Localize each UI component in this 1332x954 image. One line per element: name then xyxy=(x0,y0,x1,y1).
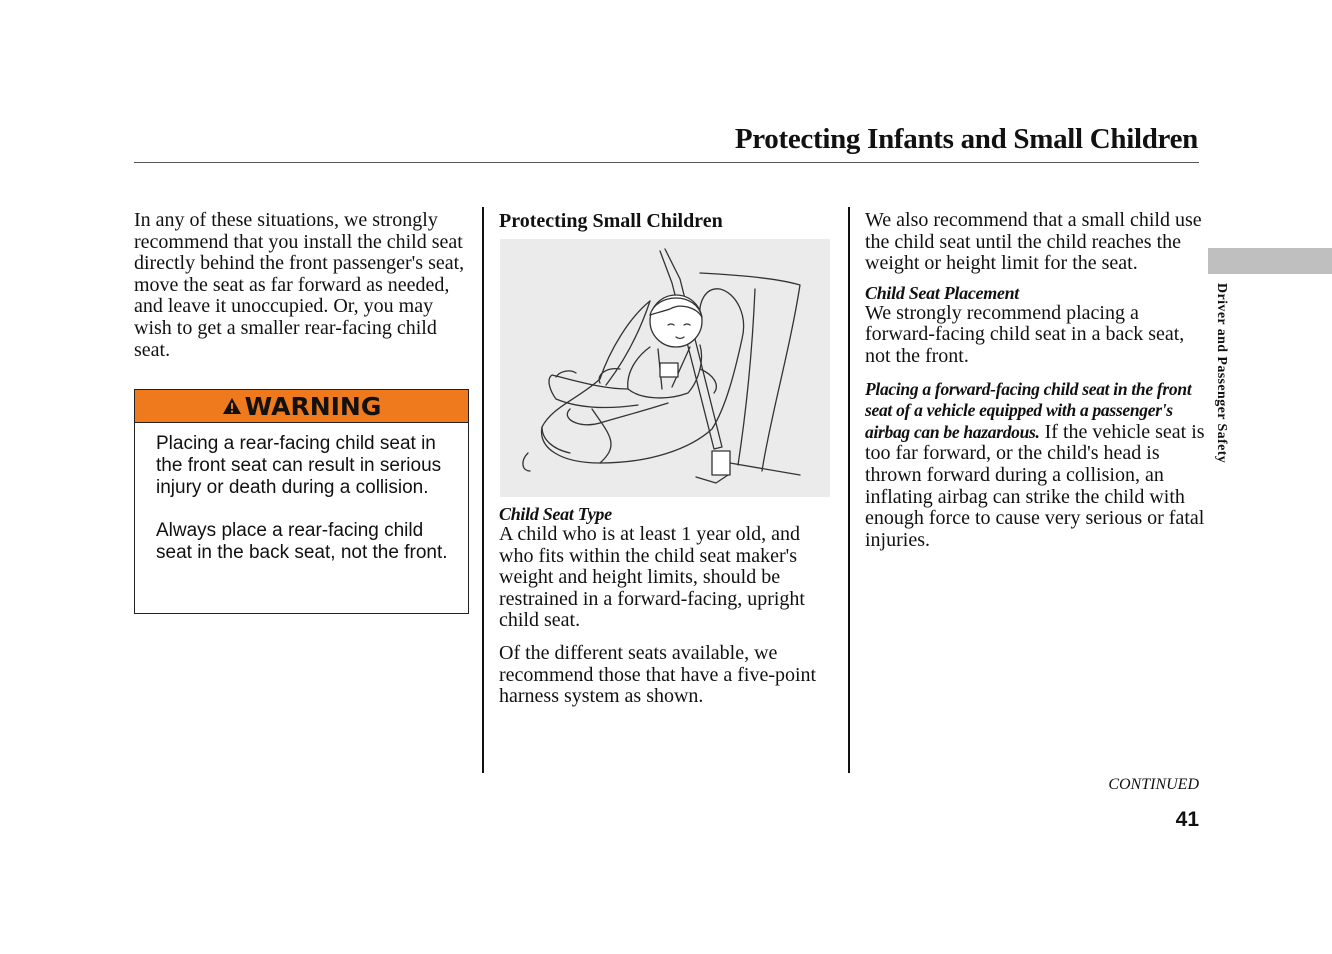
child-seat-illustration xyxy=(500,239,830,497)
hazard-text: If the vehicle seat is too far forward, or the child's head is thrown forward during a collision, an inflating airbag can strike the child with enough force to cause very serious or fatal injuries. xyxy=(865,420,1205,551)
intro-paragraph: In any of these situations, we strongly recommend that you install the child seat directly behind the front passenger's seat, move the seat as far forward as needed, and leave it unoccupied. Or, you may wish to get a smaller rear-facing child seat. xyxy=(134,209,465,361)
child-seat-type-section xyxy=(499,504,835,708)
section-label: Driver and Passenger Safety xyxy=(1214,283,1229,464)
warning-label: WARNING xyxy=(244,391,382,421)
section-heading: Protecting Small Children xyxy=(499,210,723,232)
hazard-paragraph xyxy=(865,379,1205,552)
child-in-seat-drawing xyxy=(500,239,830,497)
warning-text-1: Placing a rear-facing child seat in the front seat can result in serious injury or death during a collision. xyxy=(156,433,442,498)
continued-label: CONTINUED xyxy=(1108,776,1199,793)
column-divider-1 xyxy=(482,207,484,773)
hazard-lead: Placing a forward-facing child seat in the front seat of a vehicle equipped with a passenger's airbag can be hazardous. xyxy=(865,378,1192,442)
child-seat-type-paragraph-2: Of the different seats available, we recommend those that have a five-point harness system as shown. xyxy=(499,641,817,708)
column-divider-2 xyxy=(848,207,850,773)
column-1 xyxy=(134,210,470,361)
column-3 xyxy=(865,210,1205,551)
recommend-paragraph: We also recommend that a small child use the child seat until the child reaches the weight or height limit for the seat. xyxy=(865,209,1202,275)
section-tab xyxy=(1208,248,1332,274)
child-seat-type-heading: Child Seat Type xyxy=(499,504,612,524)
page-number: 41 xyxy=(1175,808,1199,831)
warning-body xyxy=(135,423,468,564)
warning-triangle-icon xyxy=(222,396,242,416)
warning-text-2: Always place a rear-facing child seat in the back seat, not the front. xyxy=(156,520,448,563)
column-2 xyxy=(499,210,835,232)
child-seat-type-paragraph-1: A child who is at least 1 year old, and who fits within the child seat maker's weight and height limits, should be restrained in a forward-facing, upright child seat. xyxy=(499,523,805,632)
page-title: Protecting Infants and Small Children xyxy=(734,123,1198,155)
placement-paragraph: We strongly recommend placing a forward-facing child seat in a back seat, not the front. xyxy=(865,301,1185,367)
warning-header xyxy=(135,390,468,423)
title-rule xyxy=(134,162,1199,163)
child-seat-placement-heading: Child Seat Placement xyxy=(865,282,1019,303)
warning-box xyxy=(134,389,469,614)
